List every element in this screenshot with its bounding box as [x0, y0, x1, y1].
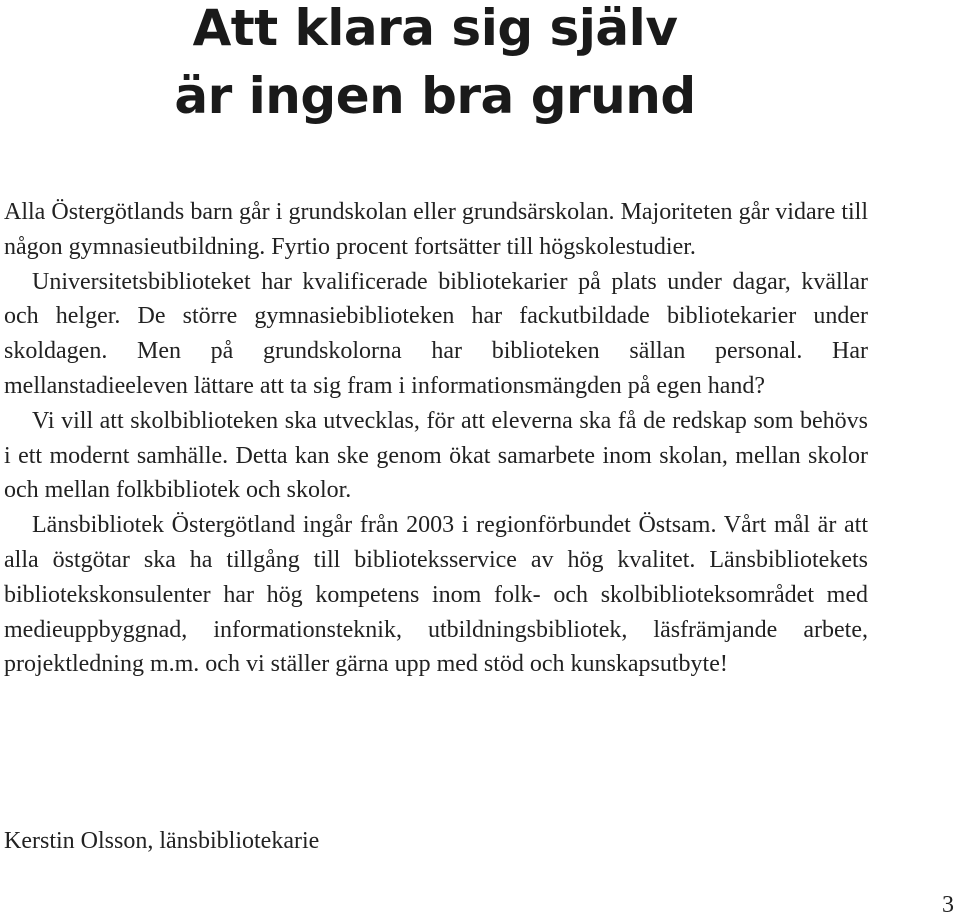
title-line-1: Att klara sig själv — [192, 0, 678, 57]
paragraph-libraries: Universitetsbiblioteket har kvalificerade bibliotekarier på plats under dagar, kvällar och helger. De större gymnasiebiblioteken har fackutbildade bibliotekarier under skoldagen. Men på grundskolorna har biblioteken sällan personal. Har mellanstadieeleven lättare att ta sig fram i informationsmängden på egen hand? — [4, 268, 868, 399]
paragraph-county-library: Länsbibliotek Östergötland ingår från 2003 i regionförbundet Östsam. Vårt mål är att alla östgötar ska ha tillgång till biblioteksservice av hög kvalitet. Länsbibliotekets bibliotekskonsulenter har hög kompetens inom folk- och skolbiblioteksområdet med medieuppbyggnad, informationsteknik, utbildningsbibliotek, läsfrämjande arbete, projektledning m.m. och vi ställer gärna upp med stöd och kunskapsutbyte! — [4, 512, 868, 678]
article-body — [4, 195, 868, 682]
paragraph-school-libraries: Vi vill att skolbiblioteken ska utvecklas, för att eleverna ska få de redskap som behövs i ett modernt samhälle. Detta kan ske genom ökat samarbete inom skolan, mellan skolor och mellan folkbibliotek och skolor. — [4, 407, 868, 504]
page-number: 3 — [942, 892, 954, 918]
page-title — [0, 0, 870, 130]
paragraph-intro: Alla Östergötlands barn går i grundskolan eller grundsärskolan. Majoriteten går vidare till någon gymnasieutbildning. Fyrtio procent fortsätter till högskolestudier. — [4, 199, 868, 260]
title-line-2: är ingen bra grund — [174, 67, 696, 125]
signature: Kerstin Olsson, länsbibliotekarie — [4, 828, 320, 854]
